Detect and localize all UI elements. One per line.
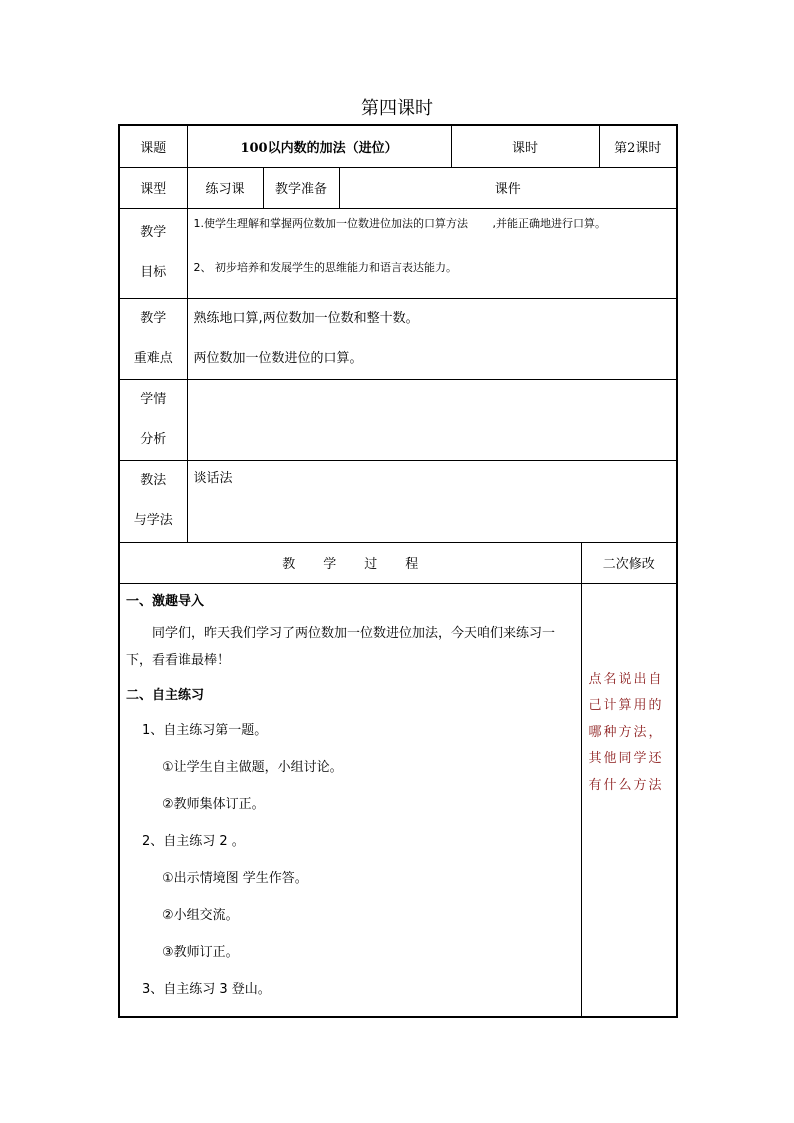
practice-step-2b: ②小组交流。 [162, 907, 239, 923]
situation-label-line-2: 分析 [140, 431, 167, 447]
practice-step-2: 2、自主练习 2 。 [142, 833, 245, 849]
process-heading-row [119, 542, 677, 583]
practice-step-1a: ①让学生自主做题，小组讨论。 [162, 759, 343, 775]
situation-label-line-1: 学情 [140, 391, 167, 407]
intro-paragraph: 同学们，昨天我们学习了两位数加一位数进位加法，今天咱们来练习一下，看看谁最棒！ [126, 625, 556, 668]
type-row [119, 167, 677, 208]
methods-row [119, 460, 677, 542]
goal-line-2: 2、 初步培养和发展学生的思维能力和语言表达能力。 [193, 260, 457, 274]
type-label: 课型 [119, 167, 187, 208]
goal-line-1: 1.使学生理解和掌握两位数加一位数进位加法的口算方法 ,并能正确地进行口算。 [193, 216, 606, 230]
key-point-line-2: 两位数加一位数进位的口算。 [193, 350, 363, 366]
key-points-row [119, 298, 677, 379]
process-heading [119, 542, 581, 583]
key-point-line-1: 熟练地口算,两位数加一位数和整十数。 [193, 310, 419, 326]
key-points-label-line-2: 重难点 [133, 350, 173, 366]
revision-label: 二次修改 [581, 542, 677, 583]
process-heading-char-4: 程 [405, 557, 419, 572]
methods-text: 谈话法 [193, 470, 233, 486]
situation-row [119, 379, 677, 460]
methods-content [187, 460, 677, 542]
practice-step-2a: ①出示情境图 学生作答。 [162, 870, 308, 886]
section-intro-heading: 一、激趣导入 [126, 593, 205, 609]
period-value: 第2课时 [599, 125, 677, 167]
goals-row [119, 208, 677, 298]
prep-label: 教学准备 [263, 167, 339, 208]
practice-step-1b: ②教师集体订正。 [162, 796, 265, 812]
type-value: 练习课 [187, 167, 263, 208]
goals-content [187, 208, 677, 298]
page-title: 第四课时 [361, 98, 433, 119]
process-heading-char-3: 过 [364, 557, 378, 572]
situation-label [119, 379, 187, 460]
practice-step-2c: ③教师订正。 [162, 944, 239, 960]
practice-step-3: 3、自主练习 3 登山。 [142, 981, 271, 997]
topic-label: 课题 [119, 125, 187, 167]
goals-label-line-2: 目标 [140, 265, 167, 280]
period-label: 课时 [451, 125, 599, 167]
key-points-content [187, 298, 677, 379]
key-points-label [119, 298, 187, 379]
goals-label-line-1: 教学 [140, 225, 167, 240]
methods-label-line-2: 与学法 [133, 513, 173, 528]
key-points-label-line-1: 教学 [140, 310, 167, 326]
methods-label [119, 460, 187, 542]
revision-note: 点名说出自己计算用的哪种方法，其他同学还有什么方法 [581, 583, 677, 1017]
situation-content [187, 379, 677, 460]
methods-label-line-1: 教法 [140, 473, 167, 488]
topic-row [119, 125, 677, 167]
process-content-row [119, 583, 677, 1017]
practice-step-1: 1、自主练习第一题。 [142, 722, 268, 738]
process-heading-char-2: 学 [323, 557, 337, 572]
process-heading-char-1: 教 [282, 557, 296, 572]
prep-value: 课件 [339, 167, 677, 208]
topic-value: 100以内数的加法（进位） [187, 125, 451, 167]
process-content [119, 583, 581, 1017]
section-practice-heading: 二、自主练习 [126, 687, 205, 703]
goals-label [119, 208, 187, 298]
lesson-plan-table [118, 124, 678, 1018]
